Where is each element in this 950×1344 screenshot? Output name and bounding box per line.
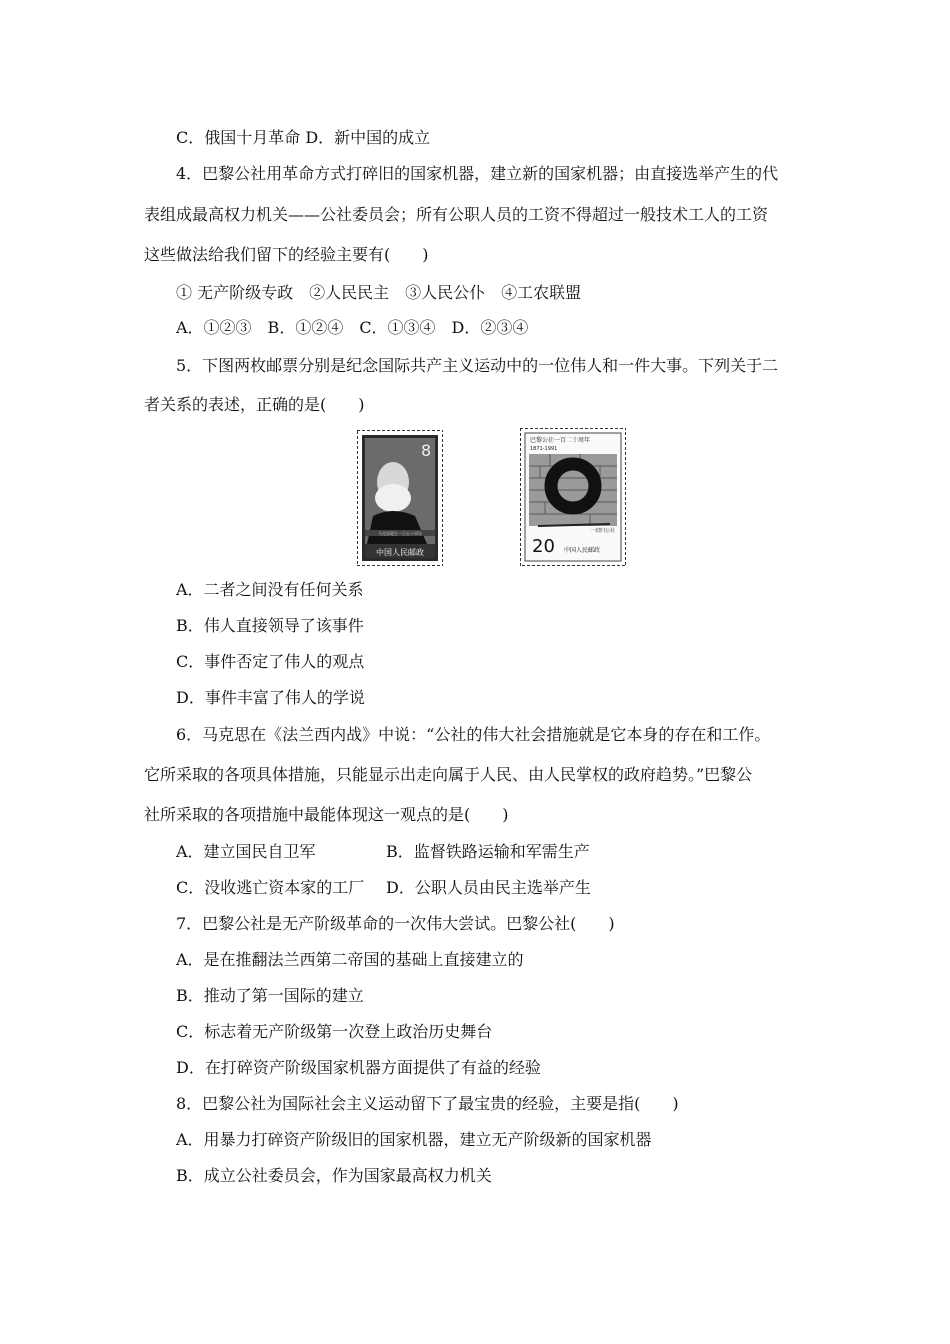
q7-stem: 7．巴黎公社是无产阶级革命的一次伟大尝试。巴黎公社( ) [176, 914, 615, 933]
commune-stamp-caption: 一切归公社 [590, 528, 616, 534]
q7-option-d: D．在打碎资产阶级国家机器方面提供了有益的经验 [176, 1058, 541, 1077]
q4-items: ① 无产阶级专政 ②人民民主 ③人民公仆 ④工农联盟 [176, 283, 582, 302]
q7-option-b: B．推动了第一国际的建立 [176, 986, 364, 1005]
q5-option-c: C．事件否定了伟人的观点 [176, 652, 365, 671]
q8-stem: 8．巴黎公社为国际社会主义运动留下了最宝贵的经验，主要是指( ) [176, 1094, 679, 1113]
marx-stamp-caption: 马克思诞生一百五十周年 [378, 531, 422, 536]
q5-option-b: B．伟人直接领导了该事件 [176, 616, 364, 635]
q4-stem-line-2: 表组成最高权力机关——公社委员会；所有公职人员的工资不得超过一般技术工人的工资 [144, 205, 769, 224]
q6-options-row-1 [176, 842, 590, 862]
q4-stem-line-1: 4．巴黎公社用革命方式打碎旧的国家机器，建立新的国家机器；由直接选举产生的代 [176, 164, 779, 183]
commune-stamp-value: 20 [532, 536, 555, 557]
q8-option-b: B．成立公社委员会，作为国家最高权力机关 [176, 1166, 492, 1185]
q6-stem-line-1: 6．马克思在《法兰西内战》中说：“公社的伟大社会措施就是它本身的存在和工作。 [176, 725, 771, 744]
q5-option-a: A．二者之间没有任何关系 [176, 580, 364, 599]
marx-stamp-value: 8 [421, 441, 432, 460]
q6-option-c: C．没收逃亡资本家的工厂 [176, 878, 365, 897]
commune-stamp-country: 中国人民邮政 [564, 547, 601, 554]
q6-option-b: B．监督铁路运输和军需生产 [386, 842, 590, 861]
q4-options: A．①②③ B．①②④ C．①③④ D．②③④ [176, 318, 529, 337]
q5-option-d: D．事件丰富了伟人的学说 [176, 688, 365, 707]
q5-stem-line-2: 者关系的表述，正确的是( ) [144, 395, 365, 414]
marx-stamp-image [357, 430, 443, 566]
marx-stamp-country: 中国人民邮政 [376, 548, 424, 557]
q6-option-d: D．公职人员由民主选举产生 [386, 878, 591, 897]
q4-stem-line-3: 这些做法给我们留下的经验主要有( ) [144, 245, 429, 264]
q8-option-a: A．用暴力打碎资产阶级旧的国家机器，建立无产阶级新的国家机器 [176, 1130, 652, 1149]
q6-stem-line-3: 社所采取的各项措施中最能体现这一观点的是( ) [144, 805, 509, 824]
paris-commune-stamp-image [520, 428, 626, 566]
q5-stem-line-1: 5．下图两枚邮票分别是纪念国际共产主义运动中的一位伟人和一件大事。下列关于二 [176, 356, 779, 375]
q3-options: C．俄国十月革命 D．新中国的成立 [176, 128, 431, 147]
q6-options-row-2 [176, 878, 591, 898]
q7-option-c: C．标志着无产阶级第一次登上政治历史舞台 [176, 1022, 493, 1041]
commune-stamp-years: 1871-1991 [530, 446, 558, 452]
q6-stem-line-2: 它所采取的各项具体措施，只能显示出走向属于人民、由人民掌权的政府趋势。”巴黎公 [144, 765, 753, 784]
q7-option-a: A．是在推翻法兰西第二帝国的基础上直接建立的 [176, 950, 524, 969]
q6-option-a: A．建立国民自卫军 [176, 842, 316, 861]
commune-stamp-title: 巴黎公社一百二十周年 [530, 437, 591, 444]
